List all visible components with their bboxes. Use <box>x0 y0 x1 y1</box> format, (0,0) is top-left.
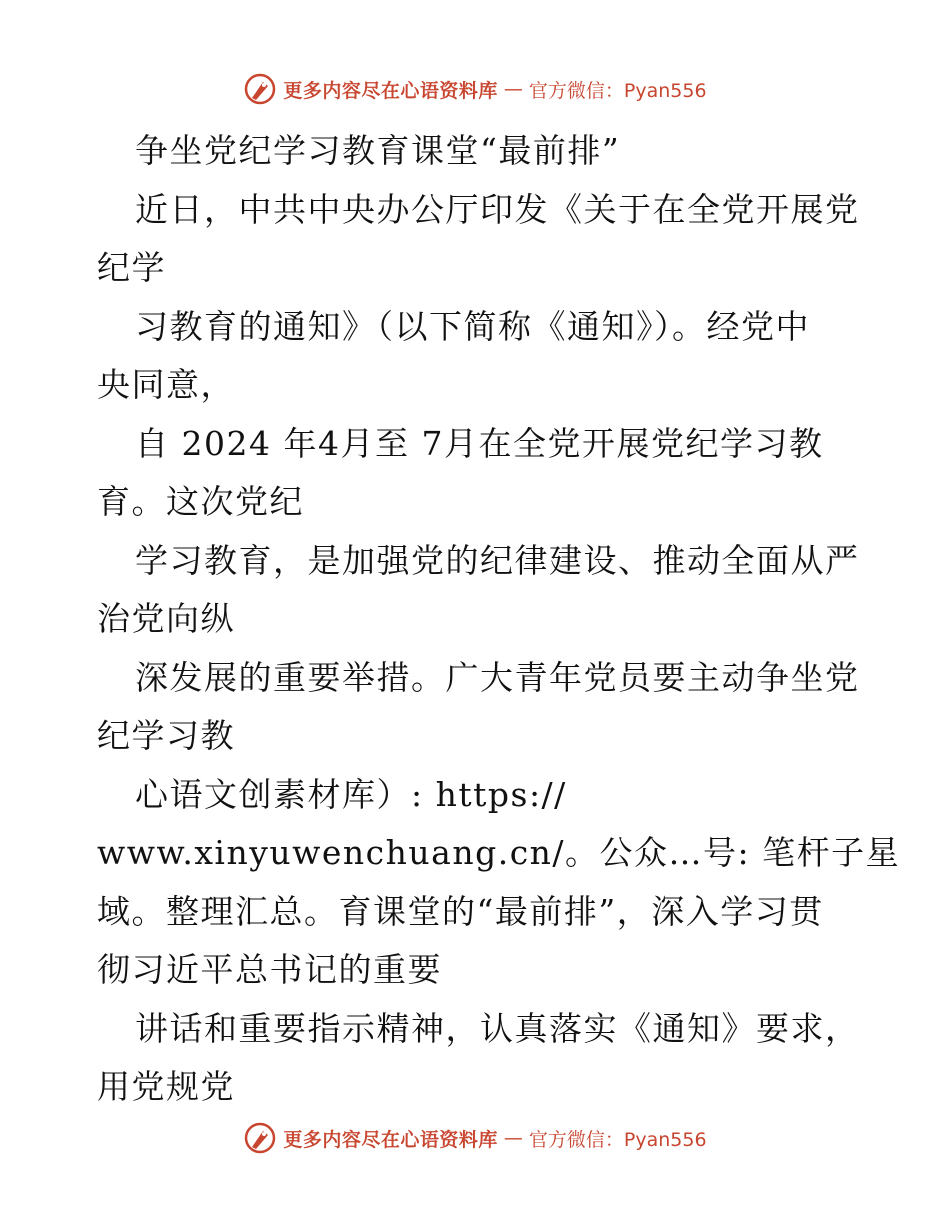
paragraph-line-cont: 纪学习教 <box>97 716 235 755</box>
paragraph-line-cont: 用党规党 <box>97 1067 235 1106</box>
header-banner <box>0 72 950 106</box>
paragraph-line: 讲话和重要指示精神，认真落实《通知》要求， <box>135 1008 860 1048</box>
footer-banner <box>0 1121 950 1155</box>
pen-nib-logo-icon <box>243 72 277 106</box>
paragraph-line: 心语文创素材库）: https:// <box>135 774 567 814</box>
footer-dash: — <box>503 1127 523 1149</box>
pen-nib-logo-icon <box>243 1121 277 1155</box>
paragraph-line: www.xinyuwenchuang.cn/。公众…号: 笔杆子星 <box>97 833 901 872</box>
header-dash: — <box>503 78 523 100</box>
document-body <box>97 122 901 1117</box>
paragraph-line: 近日，中共中央办公厅印发《关于在全党开展党 <box>135 189 860 229</box>
footer-text: 更多内容尽在心语资料库 <box>283 1128 498 1151</box>
header-wechat: 官方微信：Pyan556 <box>528 79 707 102</box>
paragraph-line: 深发展的重要举措。广大青年党员要主动争坐党 <box>135 657 860 697</box>
paragraph-line-cont: 域。整理汇总。育课堂的“最前排”，深入学习贯 <box>97 891 824 931</box>
paragraph-line-cont: 治党向纵 <box>97 599 235 638</box>
footer-wechat: 官方微信：Pyan556 <box>528 1128 707 1151</box>
header-text: 更多内容尽在心语资料库 <box>283 79 498 102</box>
paragraph-line: 习教育的通知》（以下简称《通知》）。经党中 <box>135 306 810 346</box>
doc-title: 争坐党纪学习教育课堂“最前排” <box>135 131 621 170</box>
paragraph-line-cont: 纪学 <box>97 248 166 287</box>
paragraph-line-cont: 央同意， <box>97 365 235 404</box>
paragraph-line: 学习教育，是加强党的纪律建设、推动全面从严 <box>135 540 860 580</box>
paragraph-line-cont: 彻习近平总书记的重要 <box>97 950 442 989</box>
paragraph-line: 自 2024 年4月至 7月在全党开展党纪学习教 <box>135 423 824 463</box>
paragraph-line-cont: 育。这次党纪 <box>97 482 304 521</box>
